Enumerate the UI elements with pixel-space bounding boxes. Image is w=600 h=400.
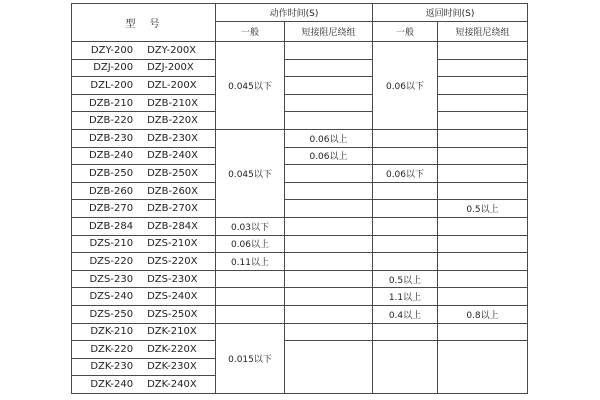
model-cell (72, 182, 216, 200)
table-row (72, 270, 528, 288)
table-row (72, 323, 528, 341)
return-damped-cell (438, 147, 528, 165)
model-name-x: DZB-220X (147, 115, 199, 127)
model-name-x: DZK-240X (147, 379, 197, 391)
action-time-header: 动作时间(S) (216, 4, 373, 22)
model-name-x: DZB-260X (147, 185, 199, 197)
action-general-cell: 0.045以下 (216, 129, 285, 217)
return-general-cell (373, 341, 438, 394)
model-name: DZB-284 (88, 220, 134, 232)
model-name: DZJ-200 (93, 62, 134, 74)
action-damped-cell (285, 217, 373, 235)
return-damped-cell (438, 165, 528, 183)
model-cell (72, 376, 216, 394)
action-damped-cell (285, 270, 373, 288)
model-cell (72, 165, 216, 183)
action-general-cell: 0.045以下 (216, 42, 285, 130)
model-name: DZS-240 (89, 291, 134, 303)
return-damped-cell (438, 42, 528, 60)
model-name: DZB-240 (88, 150, 134, 162)
model-name-x: DZK-210X (147, 326, 197, 338)
model-header: 型 号 (72, 4, 216, 42)
model-cell (72, 235, 216, 253)
return-general-cell (373, 129, 438, 147)
model-name: DZB-220 (88, 115, 134, 127)
return-general-cell: 0.5以上 (373, 270, 438, 288)
return-general-cell: 0.06以下 (373, 42, 438, 130)
table-row (72, 305, 528, 323)
model-name-x: DZS-220X (147, 255, 198, 267)
model-name: DZB-210 (88, 97, 134, 109)
model-name: DZS-210 (89, 238, 134, 250)
model-cell (72, 288, 216, 306)
model-name-x: DZB-230X (147, 132, 199, 144)
model-name: DZB-260 (88, 185, 134, 197)
model-cell (72, 59, 216, 77)
return-time-header: 返回时间(S) (373, 4, 528, 22)
return-general-cell: 1.1以上 (373, 288, 438, 306)
model-name-x: DZB-284X (147, 220, 199, 232)
return-damped-cell: 0.8以上 (438, 305, 528, 323)
return-damped-cell (438, 77, 528, 95)
return-damped-cell: 0.5以上 (438, 200, 528, 218)
action-general-cell: 0.06以上 (216, 235, 285, 253)
action-damped-cell (285, 42, 373, 60)
model-name-x: DZB-250X (147, 167, 199, 179)
return-damped-cell (438, 217, 528, 235)
action-damped-cell (285, 288, 373, 306)
model-cell (72, 112, 216, 130)
return-damped-cell (438, 235, 528, 253)
model-cell (72, 200, 216, 218)
model-cell (72, 270, 216, 288)
model-cell (72, 323, 216, 341)
return-general-cell (373, 253, 438, 271)
action-general-cell (216, 288, 285, 306)
table-row (72, 253, 528, 271)
return-damped-cell (438, 94, 528, 112)
table-row (72, 288, 528, 306)
table-row (72, 112, 528, 130)
model-name-x: DZK-230X (147, 361, 197, 373)
model-name-x: DZS-250X (147, 308, 198, 320)
action-damped-cell (285, 305, 373, 323)
action-damped-cell (285, 165, 373, 183)
action-damped-cell (285, 77, 373, 95)
model-cell (72, 305, 216, 323)
action-damped-cell (285, 94, 373, 112)
table-row (72, 165, 528, 183)
header-row-1 (72, 4, 528, 22)
model-cell (72, 253, 216, 271)
model-name: DZL-200 (90, 79, 134, 91)
action-damped-cell (285, 59, 373, 77)
action-damped-cell (285, 323, 373, 341)
model-name: DZK-210 (90, 326, 134, 338)
return-general-cell (373, 235, 438, 253)
table-row (72, 235, 528, 253)
model-cell (72, 341, 216, 359)
model-name: DZS-230 (89, 273, 134, 285)
action-damped-cell (285, 182, 373, 200)
return-general-cell (373, 323, 438, 341)
model-name-x: DZB-270X (147, 203, 199, 215)
action-damped-cell (285, 200, 373, 218)
model-cell (72, 94, 216, 112)
table-row (72, 77, 528, 95)
spec-table (71, 3, 528, 394)
table-row (72, 94, 528, 112)
action-damped-cell: 0.06以上 (285, 147, 373, 165)
model-name-x: DZS-210X (147, 238, 198, 250)
model-name: DZB-270 (88, 203, 134, 215)
action-damped-cell (285, 112, 373, 130)
table-row (72, 200, 528, 218)
model-name: DZB-250 (88, 167, 134, 179)
return-damped-cell (438, 288, 528, 306)
return-damped-cell (438, 253, 528, 271)
return-damped-cell (438, 182, 528, 200)
model-name-x: DZJ-200X (147, 62, 194, 74)
return-general-cell (373, 147, 438, 165)
model-name-x: DZB-240X (147, 150, 199, 162)
return-damped-cell (438, 341, 528, 394)
action-damped-cell (285, 235, 373, 253)
action-damped-cell (285, 341, 373, 394)
return-general-cell (373, 182, 438, 200)
model-name-x: DZS-240X (147, 291, 198, 303)
return-general-cell (373, 200, 438, 218)
return-damped-header: 短接阻尼绕组 (438, 22, 528, 42)
action-general-header: 一般 (216, 22, 285, 42)
model-cell (72, 77, 216, 95)
return-damped-cell (438, 59, 528, 77)
table-row (72, 182, 528, 200)
model-cell (72, 42, 216, 60)
action-damped-header: 短接阻尼绕组 (285, 22, 373, 42)
table-row (72, 129, 528, 147)
action-general-cell: 0.03以下 (216, 217, 285, 235)
model-name: DZB-230 (88, 132, 134, 144)
action-general-cell (216, 270, 285, 288)
table-row (72, 147, 528, 165)
model-cell (72, 147, 216, 165)
action-general-cell: 0.015以下 (216, 323, 285, 394)
model-cell (72, 358, 216, 376)
model-name-x: DZB-210X (147, 97, 199, 109)
model-name: DZS-220 (89, 255, 134, 267)
model-name: DZS-250 (89, 308, 134, 320)
return-damped-cell (438, 270, 528, 288)
return-general-cell (373, 217, 438, 235)
action-general-cell (216, 305, 285, 323)
model-name: DZY-200 (90, 44, 134, 56)
table-row (72, 59, 528, 77)
return-general-cell: 0.4以上 (373, 305, 438, 323)
model-name-x: DZK-220X (147, 343, 197, 355)
table-row (72, 42, 528, 60)
return-damped-cell (438, 323, 528, 341)
action-general-cell: 0.11以上 (216, 253, 285, 271)
return-general-cell: 0.06以下 (373, 165, 438, 183)
table-row (72, 217, 528, 235)
table-row (72, 341, 528, 359)
model-name: DZK-240 (90, 379, 134, 391)
return-damped-cell (438, 112, 528, 130)
model-name-x: DZS-230X (147, 273, 198, 285)
model-name-x: DZY-200X (147, 44, 197, 56)
return-damped-cell (438, 129, 528, 147)
model-name: DZK-230 (90, 361, 134, 373)
model-name: DZK-220 (90, 343, 134, 355)
model-name-x: DZL-200X (147, 79, 197, 91)
return-general-header: 一般 (373, 22, 438, 42)
action-damped-cell: 0.06以上 (285, 129, 373, 147)
model-cell (72, 217, 216, 235)
model-cell (72, 129, 216, 147)
action-damped-cell (285, 253, 373, 271)
